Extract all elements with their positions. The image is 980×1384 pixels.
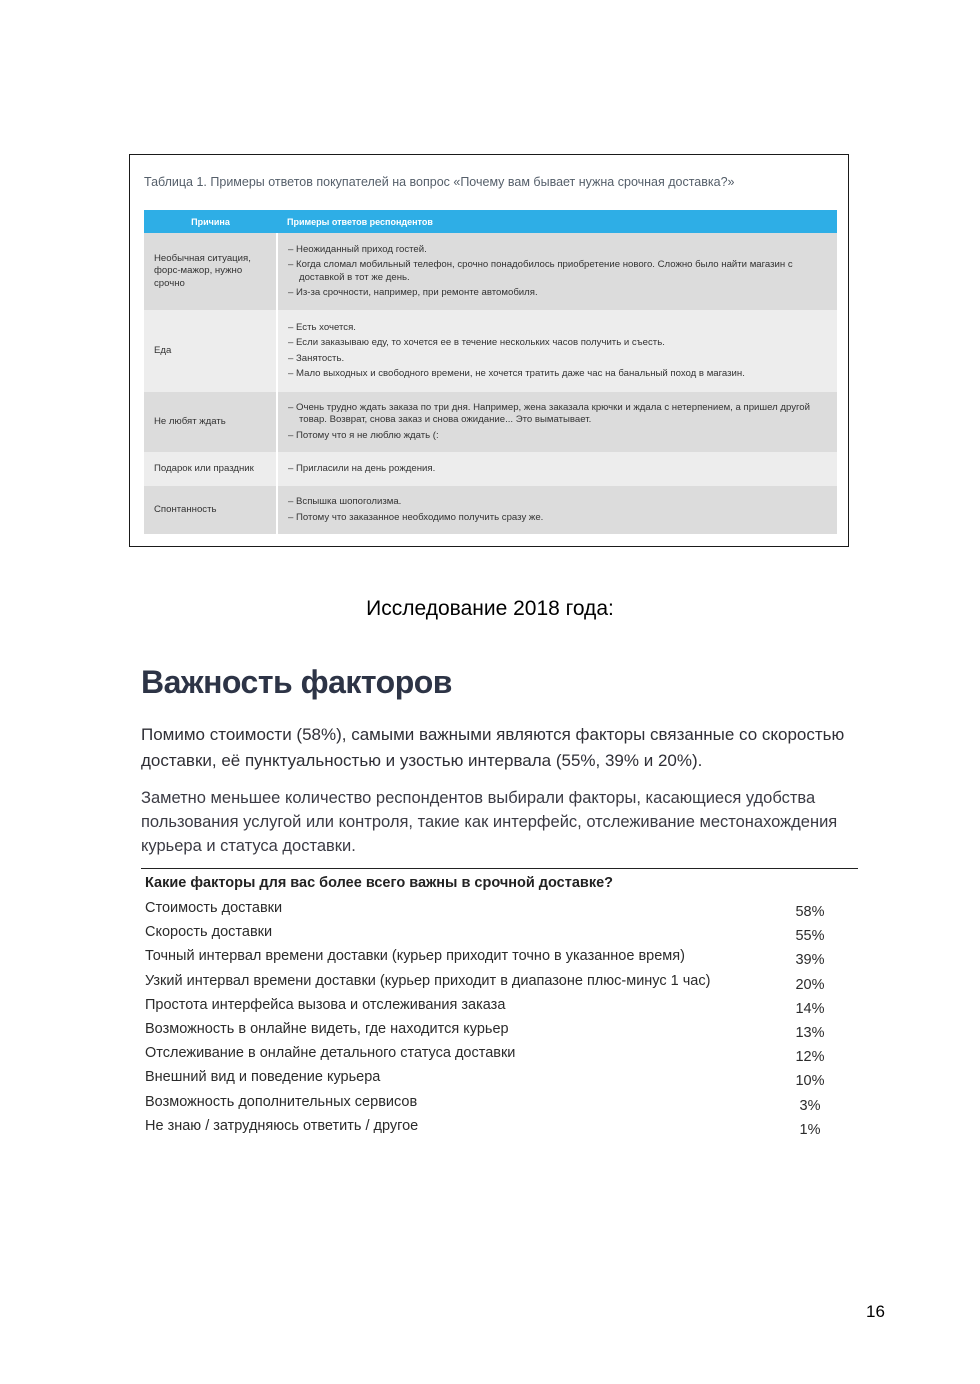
table-row: [144, 452, 837, 486]
table-row: [144, 310, 837, 392]
answer-item: – Из-за срочности, например, при ремонте автомобиля.: [288, 287, 827, 299]
answers-cell: [277, 486, 837, 534]
reason-cell: Спонтанность: [144, 486, 277, 534]
factor-row: [145, 898, 845, 922]
answer-item: – Занятость.: [288, 353, 827, 365]
factor-label: Внешний вид и поведение курьера: [145, 1069, 381, 1086]
factor-value: 1%: [799, 1121, 821, 1138]
responses-table: [144, 210, 837, 534]
answer-item: – Если заказываю еду, то хочется ее в течение нескольких часов получить и съесть.: [288, 337, 827, 349]
table-row: [144, 233, 837, 310]
factor-row: [145, 1116, 845, 1140]
factor-row: [145, 1067, 845, 1091]
factor-value: 3%: [799, 1097, 821, 1114]
factor-label: Не знаю / затрудняюсь ответить / другое: [145, 1117, 419, 1134]
importance-title: Важность факторов: [141, 664, 452, 700]
answers-cell: [277, 392, 837, 452]
factor-value: 20%: [795, 976, 825, 993]
factor-label: Возможность дополнительных сервисов: [145, 1093, 418, 1110]
importance-paragraph-2: Заметно меньшее количество респондентов выбирали факторы, касающиеся удобства пользования услугой или контроля, такие как интерфейс, отслеживание местонахождения курьера и статуса доставки.: [141, 789, 838, 855]
table-figure: [129, 154, 849, 547]
factor-value: 12%: [795, 1049, 825, 1066]
answer-item: – Есть хочется.: [288, 322, 827, 334]
answers-cell: [277, 452, 837, 486]
factor-label: Скорость доставки: [145, 924, 273, 941]
factor-label: Простота интерфейса вызова и отслеживания заказа: [145, 996, 506, 1013]
page-number: 16: [866, 1302, 885, 1321]
factors-question: Какие факторы для вас более всего важны в срочной доставке?: [145, 875, 613, 891]
factor-value: 14%: [795, 1000, 825, 1017]
factors-divider: [141, 868, 858, 869]
factor-row: [145, 1043, 845, 1067]
factor-label: Отслеживание в онлайне детального статуса доставки: [145, 1045, 516, 1062]
table-header-row: [144, 210, 837, 233]
factor-row: [145, 995, 845, 1019]
factor-value: 55%: [795, 928, 825, 945]
answer-item: – Мало выходных и свободного времени, не хочется тратить даже час на банальный поход в магазин.: [288, 368, 827, 380]
reason-cell: Подарок или праздник: [144, 452, 277, 486]
answer-item: – Потому что заказанное необходимо получить сразу же.: [288, 512, 827, 524]
table-caption: Таблица 1. Примеры ответов покупателей на вопрос «Почему вам бывает нужна срочная доставка?»: [144, 175, 735, 189]
answer-item: – Вспышка шопоголизма.: [288, 496, 827, 508]
factor-row: [145, 946, 845, 970]
factor-label: Точный интервал времени доставки (курьер приходит точно в указанное время): [145, 948, 685, 965]
answer-item: – Пригласили на день рождения.: [288, 463, 827, 475]
reason-cell: Необычная ситуация, форс-мажор, нужно срочно: [144, 233, 277, 310]
table-row: [144, 392, 837, 452]
factor-label: Узкий интервал времени доставки (курьер приходит в диапазоне плюс-минус 1 час): [145, 972, 711, 989]
factor-value: 58%: [795, 904, 825, 920]
reason-cell: Еда: [144, 310, 277, 392]
answer-item: – Когда сломал мобильный телефон, срочно понадобилось приобретение нового. Сложно было найти магазин с доставкой в тот же день.: [288, 259, 827, 284]
factor-row: [145, 922, 845, 946]
answer-item: – Очень трудно ждать заказа по три дня. Например, жена заказала крючки и ждала с нетерпением, а пришел другой товар. Возврат, снова заказ и снова ожидание... Это выматывает.: [288, 402, 827, 427]
factor-row: [145, 971, 845, 995]
factor-label: Возможность в онлайне видеть, где находится курьер: [145, 1020, 509, 1037]
study-caption: Исследование 2018 года:: [366, 597, 614, 620]
answers-cell: [277, 310, 837, 392]
factor-row: [145, 1092, 845, 1116]
factor-value: 10%: [795, 1073, 825, 1090]
header-reason: Причина: [144, 210, 277, 233]
answer-item: – Потому что я не люблю ждать (:: [288, 430, 827, 442]
factor-value: 13%: [795, 1024, 825, 1041]
factors-list: [145, 898, 845, 1140]
factor-row: [145, 1019, 845, 1043]
reason-cell: Не любят ждать: [144, 392, 277, 452]
table-row: [144, 486, 837, 534]
factor-value: 39%: [795, 952, 825, 969]
header-examples: Примеры ответов респондентов: [277, 210, 837, 233]
answer-item: – Неожиданный приход гостей.: [288, 244, 827, 256]
answers-cell: [277, 233, 837, 310]
factor-label: Стоимость доставки: [145, 900, 283, 916]
importance-paragraph-1: Помимо стоимости (58%), самыми важными являются факторы связанные со скоростью доставки, её пунктуальностью и узостью интервала (55%, 39% и 20%).: [141, 725, 845, 770]
